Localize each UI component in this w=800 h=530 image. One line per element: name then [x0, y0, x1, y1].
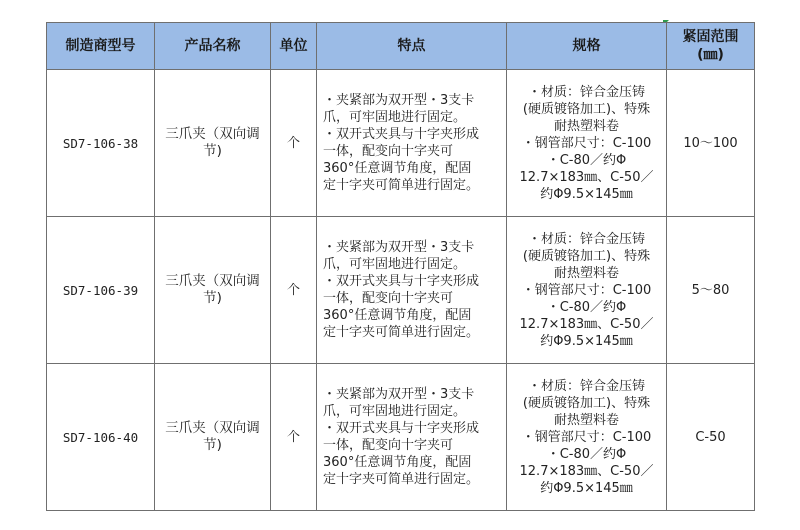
spec-line: 耐热塑料卷	[553, 412, 619, 428]
unit-cell: 个	[271, 217, 317, 364]
unit-cell: 个	[271, 364, 317, 511]
spec-line: 耐热塑料卷	[553, 265, 619, 281]
spec-line: 约Φ9.5×145㎜	[540, 480, 633, 496]
features-line: 一体，配变向十字夹可	[323, 291, 454, 306]
features-line: 爪，可牢固地进行固定。	[323, 257, 467, 272]
spec-line: 约Φ9.5×145㎜	[540, 333, 633, 349]
spec-line: 约Φ9.5×145㎜	[540, 186, 633, 202]
spec-cell	[507, 70, 667, 217]
spec-line: 12.7×183㎜、C-50／	[519, 169, 654, 185]
header-range-unit: (㎜)	[697, 47, 724, 63]
features-line: 定十字夹可简单进行固定。	[323, 325, 480, 340]
spec-line: ・C-80／约Φ	[546, 299, 627, 315]
spec-line: ・钢管部尺寸：C-100	[521, 429, 652, 445]
range-cell: 5～80	[667, 217, 755, 364]
product-name-cell	[155, 70, 271, 217]
spec-line: ・材质：锌合金压铸	[527, 231, 645, 247]
product-name-line: 节)	[203, 143, 222, 159]
product-name-cell	[155, 217, 271, 364]
features-line: 360°任意调节角度，配固	[323, 161, 472, 176]
spec-line: ・材质：锌合金压铸	[527, 84, 645, 100]
spec-line: 耐热塑料卷	[553, 118, 619, 134]
range-cell: C-50	[667, 364, 755, 511]
features-line: 360°任意调节角度，配固	[323, 308, 472, 323]
table-row	[47, 364, 755, 511]
spec-line: ・钢管部尺寸：C-100	[521, 135, 652, 151]
spec-cell	[507, 364, 667, 511]
header-row	[47, 23, 755, 70]
header-range	[667, 23, 755, 70]
product-name-line: 三爪夹（双向调	[165, 420, 260, 436]
header-unit: 单位	[271, 23, 317, 70]
spec-cell	[507, 217, 667, 364]
spec-line: ・C-80／约Φ	[546, 446, 627, 462]
features-cell	[317, 364, 507, 511]
spec-line: (硬质镀铬加工)、特殊	[522, 101, 651, 117]
features-line: ・双开式夹具与十字夹形成	[323, 421, 480, 436]
product-name-line: 三爪夹（双向调	[165, 273, 260, 289]
unit-cell: 个	[271, 70, 317, 217]
features-line: 一体，配变向十字夹可	[323, 438, 454, 453]
header-range-label: 紧固范围	[682, 29, 739, 45]
product-name-line: 三爪夹（双向调	[165, 126, 260, 142]
spec-line: 12.7×183㎜、C-50／	[519, 463, 654, 479]
features-line: ・夹紧部为双开型・3支卡	[323, 93, 475, 108]
features-line: ・双开式夹具与十字夹形成	[323, 274, 480, 289]
features-line: 一体，配变向十字夹可	[323, 144, 454, 159]
table-row	[47, 70, 755, 217]
header-features: 特点	[317, 23, 507, 70]
features-line: 定十字夹可简单进行固定。	[323, 472, 480, 487]
spec-line: ・钢管部尺寸：C-100	[521, 282, 652, 298]
features-cell	[317, 70, 507, 217]
product-name-cell	[155, 364, 271, 511]
product-name-line: 节)	[203, 437, 222, 453]
spec-line: (硬质镀铬加工)、特殊	[522, 395, 651, 411]
features-line: 爪，可牢固地进行固定。	[323, 404, 467, 419]
features-line: ・夹紧部为双开型・3支卡	[323, 387, 475, 402]
spec-line: ・材质：锌合金压铸	[527, 378, 645, 394]
header-model: 制造商型号	[47, 23, 155, 70]
features-cell	[317, 217, 507, 364]
model-cell: SD7-106-40	[47, 364, 155, 511]
features-line: ・双开式夹具与十字夹形成	[323, 127, 480, 142]
spec-line: ・C-80／约Φ	[546, 152, 627, 168]
header-spec: 规格	[507, 23, 667, 70]
spec-line: 12.7×183㎜、C-50／	[519, 316, 654, 332]
range-cell: 10～100	[667, 70, 755, 217]
features-line: ・夹紧部为双开型・3支卡	[323, 240, 475, 255]
features-line: 360°任意调节角度，配固	[323, 455, 472, 470]
table-row	[47, 217, 755, 364]
spec-line: (硬质镀铬加工)、特殊	[522, 248, 651, 264]
features-line: 定十字夹可简单进行固定。	[323, 178, 480, 193]
features-line: 爪，可牢固地进行固定。	[323, 110, 467, 125]
model-cell: SD7-106-39	[47, 217, 155, 364]
product-name-line: 节)	[203, 290, 222, 306]
product-table	[46, 22, 755, 511]
header-product-name: 产品名称	[155, 23, 271, 70]
model-cell: SD7-106-38	[47, 70, 155, 217]
